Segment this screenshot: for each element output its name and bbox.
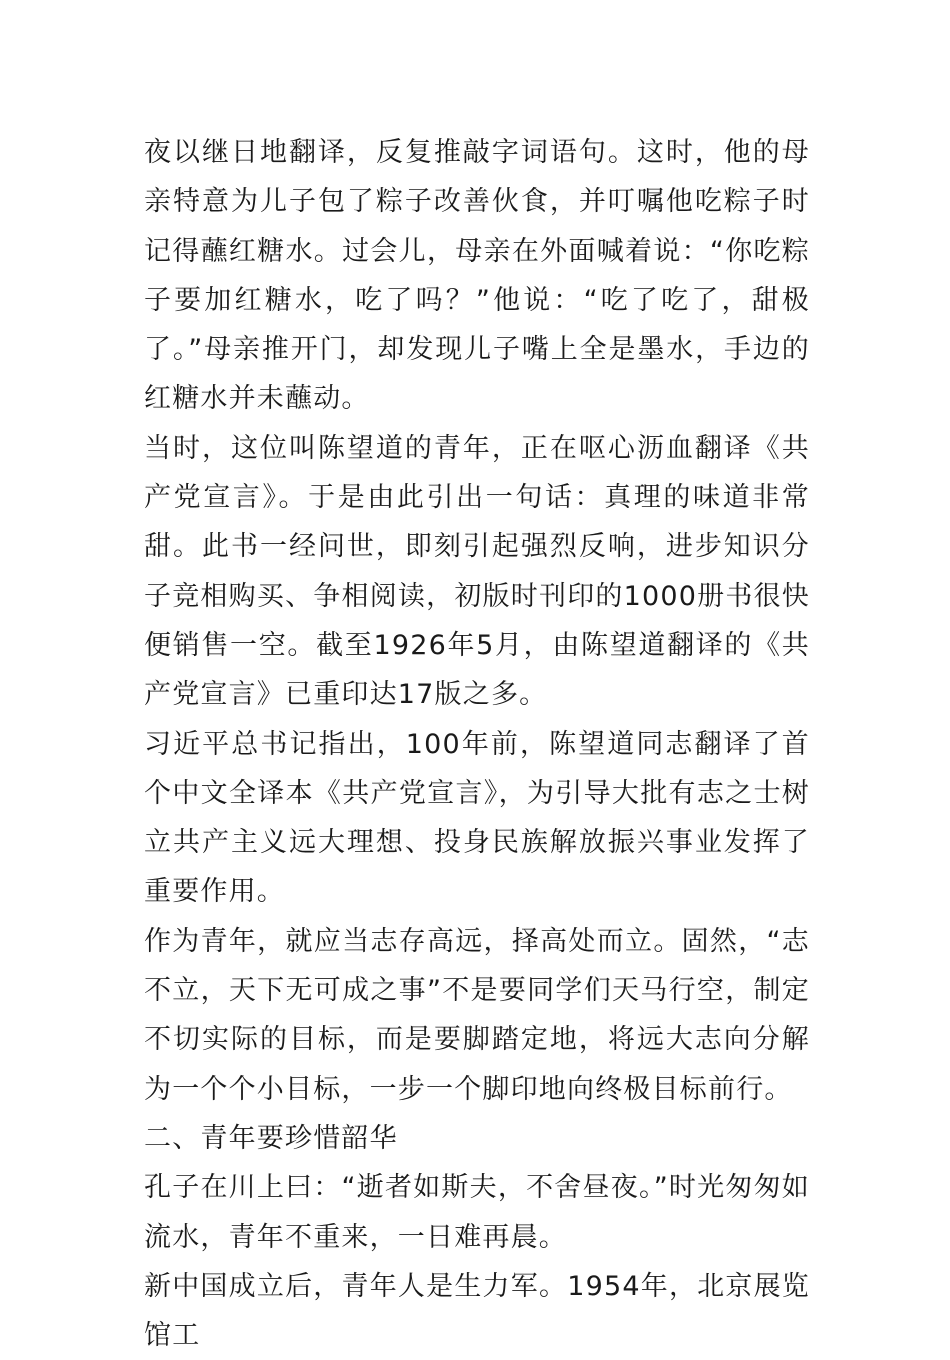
paragraph-6: 新中国成立后，青年人是生力军。1954年，北京展览馆工 xyxy=(144,1270,810,1352)
paragraph-1: 夜以继日地翻译，反复推敲字词语句。这时，他的母亲特意为儿子包了粽子改善伙食，并叮嘱他吃粽子时记得蘸红糖水。过会儿，母亲在外面喊着说：“你吃粽子要加红糖水，吃了吗？”他说：“吃了吃了，甜极了。”母亲推开门，却发现儿子嘴上全是墨水，手边的红糖水并未蘸动。 xyxy=(144,137,810,415)
paragraph-3: 习近平总书记指出，100年前，陈望道同志翻译了首个中文全译本《共产党宣言》，为引导大批有志之士树立共产主义远大理想、投身民族解放振兴事业发挥了重要作用。 xyxy=(144,728,810,908)
paragraph-2: 当时，这位叫陈望道的青年，正在呕心沥血翻译《共产党宣言》。于是由此引出一句话：真理的味道非常甜。此书一经问世，即刻引起强烈反响，进步知识分子竞相购买、争相阅读，初版时刊印的1000册书很快便销售一空。截至1926年5月，由陈望道翻译的《共产党宣言》已重印达17版之多。 xyxy=(144,432,810,711)
section-heading: 二、青年要珍惜韶华 xyxy=(144,1122,398,1154)
document-body xyxy=(144,128,810,1360)
paragraph-4: 作为青年，就应当志存高远，择高处而立。固然，“志不立，天下无可成之事”不是要同学们天马行空，制定不切实际的目标，而是要脚踏定地，将远大志向分解为一个个小目标，一步一个脚印地向终极目标前行。 xyxy=(144,925,810,1105)
paragraph-5: 孔子在川上曰：“逝者如斯夫，不舍昼夜。”时光匆匆如流水，青年不重来，一日难再晨。 xyxy=(144,1172,810,1253)
